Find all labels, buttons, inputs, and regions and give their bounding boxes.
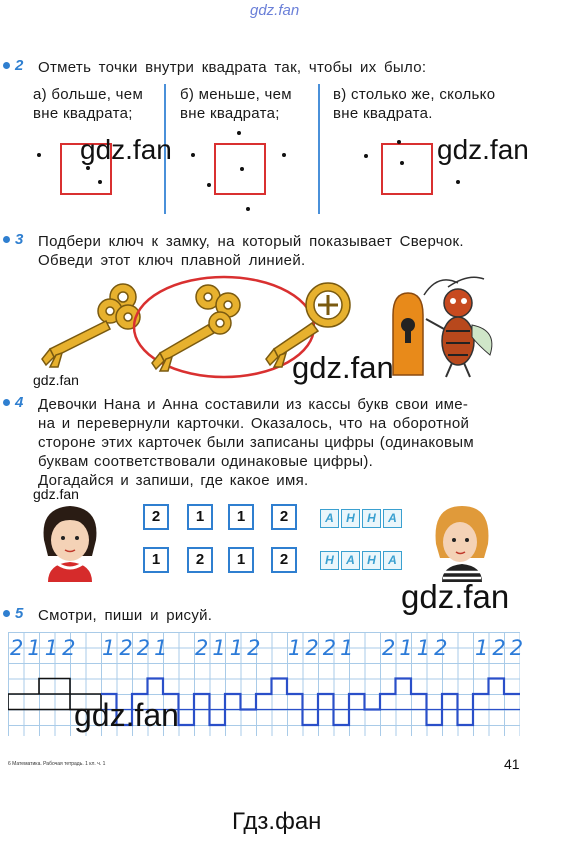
task5-number: 5 bbox=[15, 605, 24, 622]
watermark: gdz.fan bbox=[292, 350, 394, 385]
digit-card: 1 bbox=[228, 504, 254, 530]
task2-instruction: Отметь точки внутри квадрата так, чтобы их было: bbox=[38, 59, 427, 76]
task2-number: 2 bbox=[15, 57, 24, 74]
watermark: gdz.fan bbox=[33, 372, 79, 388]
bottom-watermark: Гдз.фан bbox=[232, 808, 322, 835]
point bbox=[456, 180, 460, 184]
top-watermark: gdz.fan bbox=[250, 2, 300, 19]
letter-card: А bbox=[383, 551, 402, 570]
point bbox=[240, 167, 244, 171]
point bbox=[191, 153, 195, 157]
task3-line2: Обведи этот ключ плавной линией. bbox=[38, 252, 306, 269]
point bbox=[246, 207, 250, 211]
task2-a-line2: вне квадрата; bbox=[33, 105, 133, 122]
task3-number: 3 bbox=[15, 231, 24, 248]
point bbox=[86, 166, 90, 170]
digit-card: 1 bbox=[143, 547, 169, 573]
letter-card: Н bbox=[362, 509, 381, 528]
page-number: 41 bbox=[504, 756, 520, 772]
task-bullet bbox=[3, 610, 10, 617]
digit-card: 2 bbox=[187, 547, 213, 573]
letter-card: Н bbox=[341, 509, 360, 528]
letter-card: А bbox=[341, 551, 360, 570]
task2-b-line2: вне квадрата; bbox=[180, 105, 280, 122]
task4-line2: на и перевернули карточки. Оказалось, что на оборотной bbox=[38, 415, 470, 432]
digit-card: 1 bbox=[187, 504, 213, 530]
task2-c-line2: вне квадрата. bbox=[333, 105, 433, 122]
digit-card: 2 bbox=[143, 504, 169, 530]
digit-card: 2 bbox=[271, 504, 297, 530]
watermark: gdz.fan bbox=[33, 486, 79, 502]
handwriting-group: 1221 bbox=[102, 636, 172, 660]
point bbox=[207, 183, 211, 187]
digit-card: 1 bbox=[228, 547, 254, 573]
task5-instruction: Смотри, пиши и рисуй. bbox=[38, 607, 213, 624]
task-bullet bbox=[3, 236, 10, 243]
watermark: gdz.fan bbox=[74, 697, 179, 733]
task4-line5: Догадайся и запиши, где какое имя. bbox=[38, 472, 309, 489]
handwriting-group: 2112 bbox=[10, 636, 80, 660]
footer-note: 6 Математика. Рабочая тетрадь. 1 кл. ч. 1 bbox=[8, 761, 106, 767]
task2-b-line1: б) меньше, чем bbox=[180, 86, 292, 103]
task4-line3: стороне этих карточек были записаны цифры (одинаковым bbox=[38, 434, 474, 451]
point bbox=[364, 154, 368, 158]
point bbox=[37, 153, 41, 157]
girl-anna-icon bbox=[34, 500, 106, 582]
digit-card: 2 bbox=[271, 547, 297, 573]
keys-illustration bbox=[28, 275, 538, 380]
task2-c-line1: в) столько же, сколько bbox=[333, 86, 496, 103]
point bbox=[98, 180, 102, 184]
lock-icon bbox=[393, 293, 423, 375]
point bbox=[397, 140, 401, 144]
task-bullet bbox=[3, 62, 10, 69]
task3-line1: Подбери ключ к замку, на который показывает Сверчок. bbox=[38, 233, 464, 250]
point bbox=[282, 153, 286, 157]
letter-card: А bbox=[320, 509, 339, 528]
square-c bbox=[381, 143, 433, 195]
point bbox=[237, 131, 241, 135]
task4-line4: буквам соответствовали одинаковые цифры). bbox=[38, 453, 374, 470]
task4-line1: Девочки Нана и Анна составили из кассы букв свои име- bbox=[38, 396, 469, 413]
cricket-icon bbox=[424, 277, 492, 377]
task4-number: 4 bbox=[15, 394, 24, 411]
handwriting-group: 122 bbox=[475, 636, 528, 660]
point bbox=[400, 161, 404, 165]
key-icon bbox=[42, 284, 140, 367]
watermark: gdz.fan bbox=[437, 134, 529, 165]
letter-card: А bbox=[383, 509, 402, 528]
handwriting-group: 1221 bbox=[288, 636, 358, 660]
letter-card: Н bbox=[320, 551, 339, 570]
task2-a-line1: а) больше, чем bbox=[33, 86, 144, 103]
watermark: gdz.fan bbox=[80, 134, 172, 165]
handwriting-group: 2112 bbox=[195, 636, 265, 660]
key-icon bbox=[152, 285, 240, 371]
handwriting-group: 2112 bbox=[382, 636, 452, 660]
girl-nana-icon bbox=[430, 500, 494, 582]
task-bullet bbox=[3, 399, 10, 406]
column-divider bbox=[318, 84, 320, 214]
watermark: gdz.fan bbox=[401, 578, 510, 615]
letter-card: Н bbox=[362, 551, 381, 570]
